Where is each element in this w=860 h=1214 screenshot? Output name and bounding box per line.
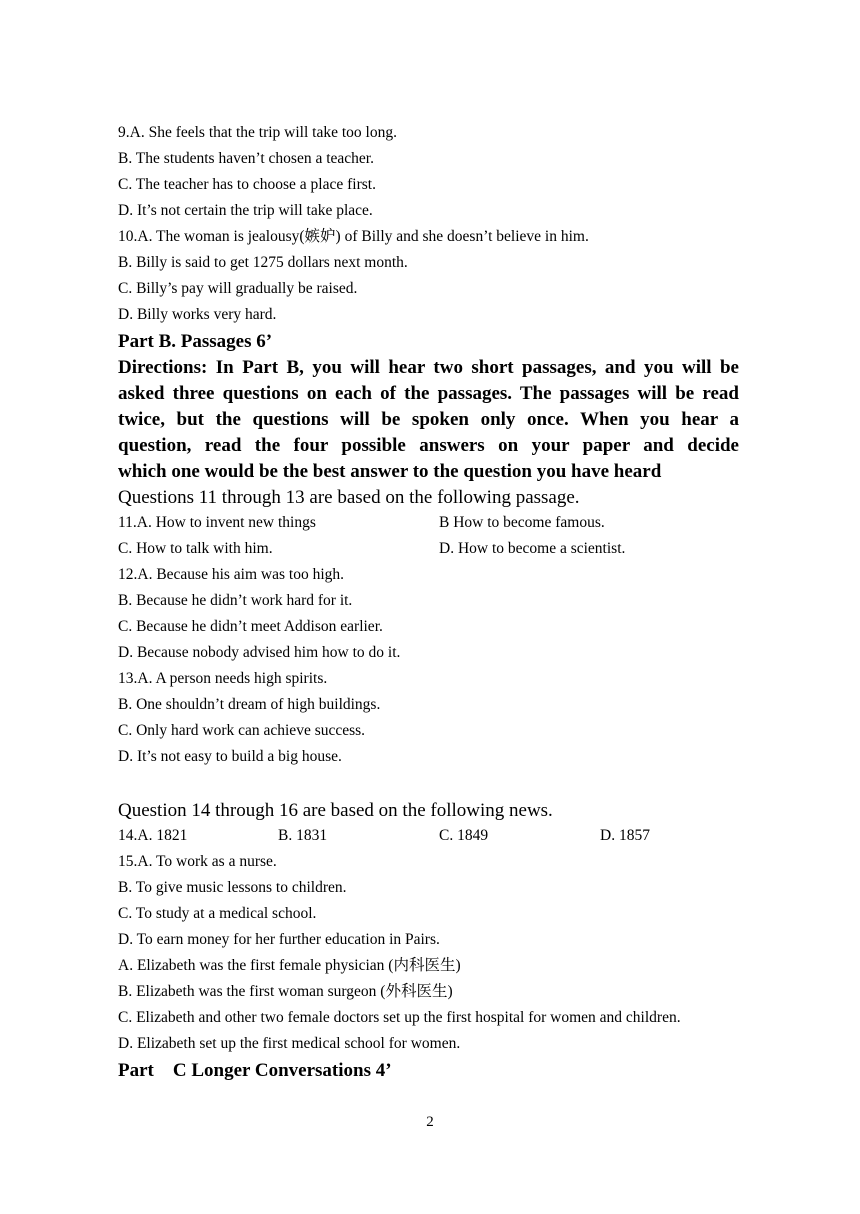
- q10-option-c: C. Billy’s pay will gradually be raised.: [118, 280, 358, 297]
- q10-option-a: 10.A. The woman is jealousy(嫉妒) of Billy and she doesn’t believe in him.: [118, 228, 589, 245]
- q12-option-c: C. Because he didn’t meet Addison earlier.: [118, 618, 383, 635]
- q12-option-a: 12.A. Because his aim was too high.: [118, 566, 345, 583]
- q12-option-b: B. Because he didn’t work hard for it.: [118, 592, 353, 609]
- q16-option-a: A. Elizabeth was the first female physician (内科医生): [118, 957, 461, 974]
- q16-option-b: B. Elizabeth was the first woman surgeon (外科医生): [118, 983, 453, 1000]
- part-b-heading: Part B. Passages 6’: [118, 331, 273, 352]
- q14-option-d: D. 1857: [600, 827, 650, 844]
- directions-line: question, read the four possible answers on your paper and decide: [118, 435, 739, 456]
- part-c-heading: Part C Longer Conversations 4’: [118, 1060, 392, 1081]
- q9-option-a: 9.A. She feels that the trip will take too long.: [118, 124, 397, 141]
- q15-option-d: D. To earn money for her further education in Pairs.: [118, 931, 440, 948]
- q13-option-b: B. One shouldn’t dream of high buildings.: [118, 696, 381, 713]
- q12-option-d: D. Because nobody advised him how to do it.: [118, 644, 401, 661]
- q11-option-a: 11.A. How to invent new things: [118, 514, 316, 531]
- q9-option-c: C. The teacher has to choose a place first.: [118, 176, 376, 193]
- q16-option-c: C. Elizabeth and other two female doctors set up the first hospital for women and children.: [118, 1009, 681, 1026]
- q15-option-b: B. To give music lessons to children.: [118, 879, 347, 896]
- q15-option-c: C. To study at a medical school.: [118, 905, 317, 922]
- q11-option-c: C. How to talk with him.: [118, 540, 273, 557]
- q10-option-b: B. Billy is said to get 1275 dollars next month.: [118, 254, 408, 271]
- q15-option-a: 15.A. To work as a nurse.: [118, 853, 277, 870]
- q9-option-b: B. The students haven’t chosen a teacher.: [118, 150, 374, 167]
- page-number: 2: [426, 1114, 434, 1130]
- directions-line: which one would be the best answer to the question you have heard: [118, 461, 662, 482]
- q13-option-a: 13.A. A person needs high spirits.: [118, 670, 328, 687]
- q14-option-a: 14.A. 1821: [118, 827, 188, 844]
- directions-line: Directions: In Part B, you will hear two short passages, and you will be: [118, 357, 739, 378]
- q13-option-c: C. Only hard work can achieve success.: [118, 722, 366, 739]
- q11-option-d: D. How to become a scientist.: [439, 540, 626, 557]
- passage-2-intro: Question 14 through 16 are based on the following news.: [118, 800, 553, 821]
- q14-option-c: C. 1849: [439, 827, 489, 844]
- q14-option-b: B. 1831: [278, 827, 328, 844]
- q9-option-d: D. It’s not certain the trip will take place.: [118, 202, 373, 219]
- q13-option-d: D. It’s not easy to build a big house.: [118, 748, 342, 765]
- directions-line: twice, but the questions will be spoken only once. When you hear a: [118, 409, 739, 430]
- q10-option-d: D. Billy works very hard.: [118, 306, 277, 323]
- q11-option-b: B How to become famous.: [439, 514, 605, 531]
- directions-line: asked three questions on each of the passages. The passages will be read: [118, 383, 739, 404]
- passage-1-intro: Questions 11 through 13 are based on the following passage.: [118, 487, 580, 508]
- q16-option-d: D. Elizabeth set up the first medical school for women.: [118, 1035, 461, 1052]
- part-b-directions: [118, 355, 739, 485]
